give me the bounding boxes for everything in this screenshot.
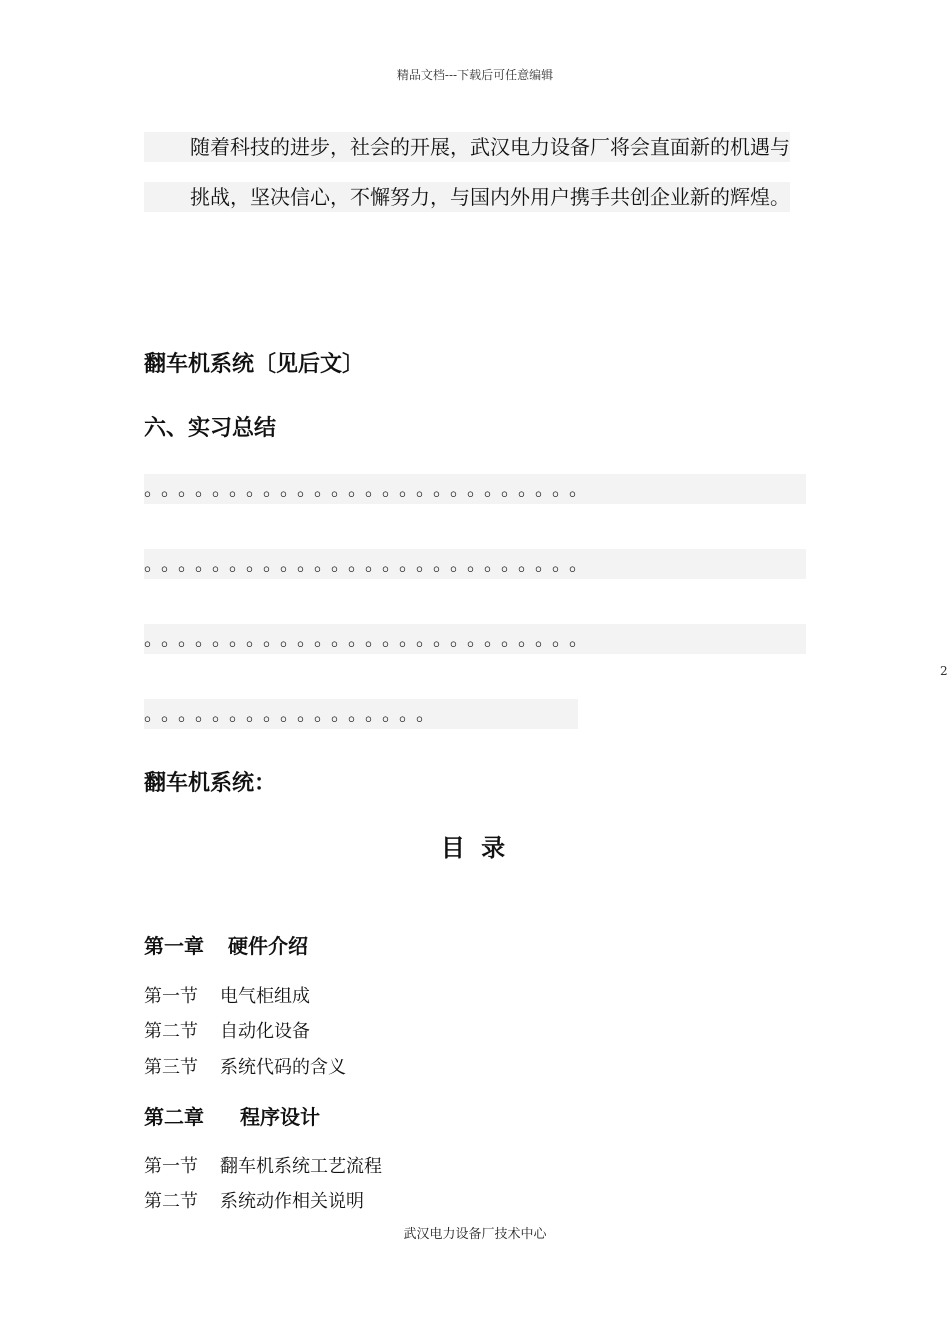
placeholder-dots-line-4: 。。。。。。。。。。。。。。。。。 xyxy=(144,699,578,729)
heading-internship-summary: 六、实习总结 xyxy=(144,416,277,441)
heading-tipper-system: 翻车机系统： xyxy=(144,771,277,796)
toc-chapter-1 xyxy=(144,930,308,959)
toc-section-title: 电气柜组成 xyxy=(220,986,310,1007)
toc-section-label: 第一节 xyxy=(144,1156,198,1177)
intro-paragraph xyxy=(144,122,806,222)
toc-chapter-title: 硬件介绍 xyxy=(228,934,308,958)
placeholder-dots-line-2: 。。。。。。。。。。。。。。。。。。。。。。。。。。 xyxy=(144,549,806,579)
toc-section xyxy=(144,982,310,1008)
toc-chapter-label: 第二章 xyxy=(144,1105,204,1129)
heading-system-reference: 翻车机系统〔见后文〕 xyxy=(144,352,365,377)
page-footer: 武汉电力设备厂技术中心 xyxy=(403,1227,547,1242)
placeholder-dots-line-3: 。。。。。。。。。。。。。。。。。。。。。。。。。。 xyxy=(144,624,806,654)
toc-section-title: 翻车机系统工艺流程 xyxy=(220,1156,382,1177)
page-header: 精品文档---下载后可任意编辑 xyxy=(396,68,554,82)
toc-chapter-label: 第一章 xyxy=(144,934,204,958)
toc-title: 目 录 xyxy=(440,834,510,862)
toc-section-label: 第二节 xyxy=(144,1021,198,1042)
toc-section-title: 系统动作相关说明 xyxy=(220,1191,364,1212)
toc-section xyxy=(144,1053,346,1079)
toc-section xyxy=(144,1017,310,1043)
intro-paragraph-text: 随着科技的进步，社会的开展，武汉电力设备厂将会直面新的机遇与挑战，坚决信心，不懈努力，与国内外用户携手共创企业新的辉煌。 xyxy=(144,132,790,212)
toc-section-label: 第三节 xyxy=(144,1057,198,1078)
toc-chapter-title: 程序设计 xyxy=(240,1105,320,1129)
toc-section-title: 自动化设备 xyxy=(220,1021,310,1042)
toc-section xyxy=(144,1152,382,1178)
toc-section-label: 第二节 xyxy=(144,1191,198,1212)
toc-section xyxy=(144,1187,364,1213)
toc-section-label: 第一节 xyxy=(144,986,198,1007)
page-number: 2 xyxy=(940,664,948,678)
placeholder-dots-line-1: 。。。。。。。。。。。。。。。。。。。。。。。。。。 xyxy=(144,474,806,504)
toc-section-title: 系统代码的含义 xyxy=(220,1057,346,1078)
toc-chapter-2 xyxy=(144,1101,320,1130)
